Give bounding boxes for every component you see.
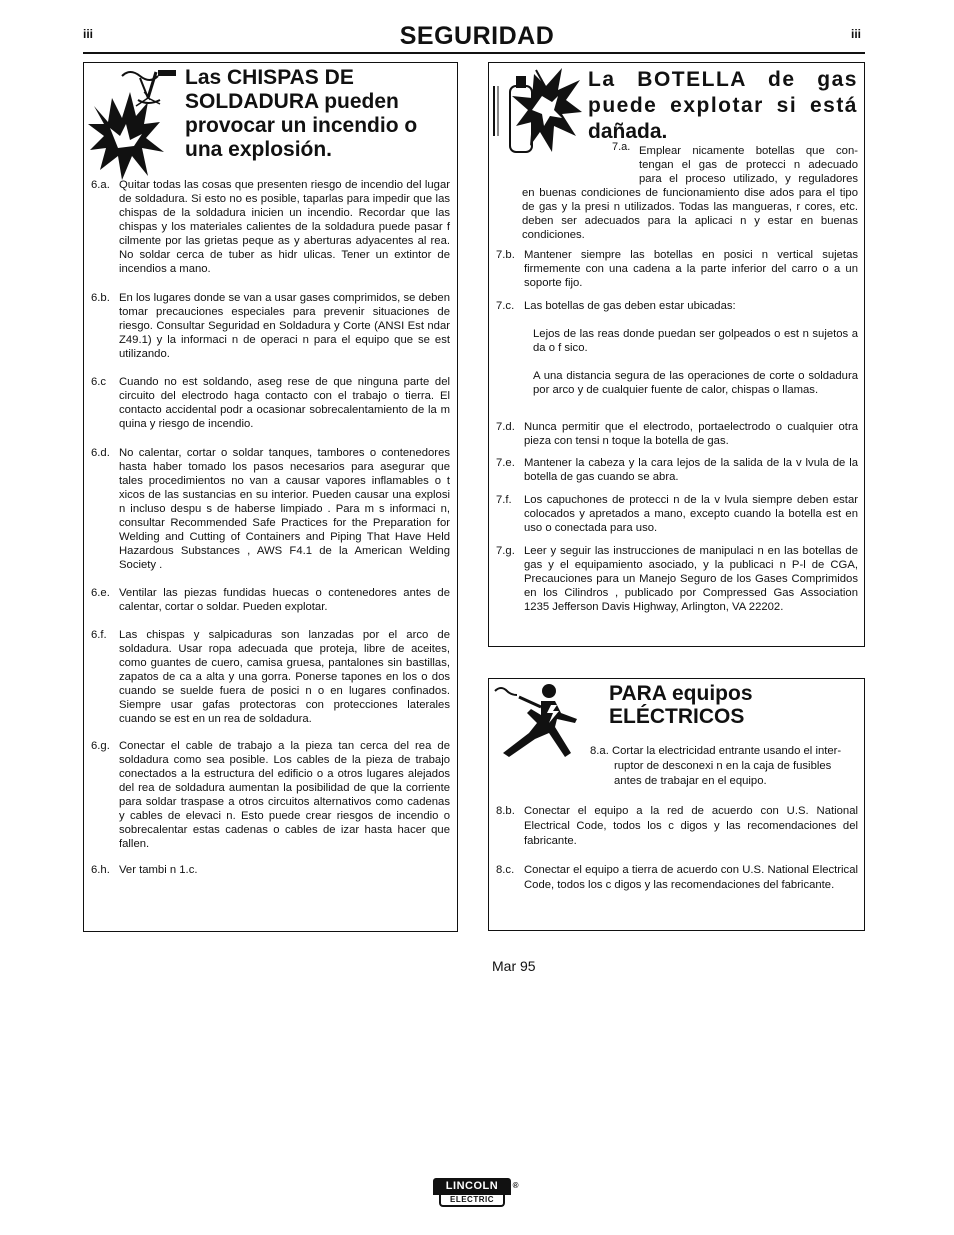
item-text: Conectar el equipo a tierra de acuerdo con U.S. National Electrical Code, todos los c digos y las recomendaciones del fabricante.: [524, 864, 858, 891]
page-title: SEGURIDAD: [399, 22, 555, 50]
electrical-item-8a: [590, 744, 858, 789]
electrical-item-8c: [496, 863, 858, 893]
item-number: 6.d.: [91, 447, 110, 459]
item-number: 8.c.: [496, 864, 515, 876]
item-text: Las botellas de gas deben estar ubicadas:: [524, 300, 736, 312]
item-text: No calentar, cortar o soldar tanques, tambores o contenedores hasta haber tomado los pasos necesarios para asegurar que tales procedimientos no van a causar vapores inflamables o t xicos de las sustancias en su interior. Pueden causar una explosi n incluso despu s de haberse limpiado . Para m s informaci n, consultar Recommended Safe Practices for the Preparation for Welding and Cutting of Containers and Piping That Have Held Hazardous Substances , AWS F4.1 de la American Welding Society .: [119, 447, 450, 571]
item-number: 8.a.: [590, 745, 609, 757]
item-text: Cuando no est soldando, aseg rese de que ninguna parte del circuito del electrodo haga contacto con el trabajo o tierra. El contacto accidental podr a ocasionar sobrecalentamiento de la m quina y riesgo de incendio.: [119, 376, 450, 430]
item-text: Conectar el equipo a la red de acuerdo con U.S. National Electrical Code, todos los c digos y las recomendaciones del fabricante.: [524, 805, 858, 847]
item-text: Leer y seguir las instrucciones de manipulaci n en las botellas de gas y el equipamiento asociado, y la publicaci n P-l de CGA, Precauciones para un Manejo Seguro de los Gases Comprimidos en los Cilindros , publicado por Compressed Gas Association 1235 Jefferson Davis Highway, Arlington, VA 22202.: [524, 545, 858, 613]
electric-shock-icon: [493, 683, 589, 769]
item-text: En los lugares donde se van a usar gases comprimidos, se deben tomar precauciones especiales para prevenir situaciones de riesgo. Consultar Seguridad en Soldadura y Corte (ANSI Est ndar Z49.1) y la informaci n de operaci n para el equipo que se est utilizando.: [119, 292, 450, 360]
item-number: 7.c.: [496, 300, 515, 312]
revision-date: Mar 95: [492, 958, 536, 974]
item-number: 6.b.: [91, 292, 110, 304]
item-text: Quitar todas las cosas que presenten riesgo de incendio del lugar de soldadura. Si esto no es posible, taparlas para impedir que las chispas de la soldadura inicien un incendio. Recordar que las chispas y los materiales calientes de la soldadura puede pasar f cilmente por las grietas peque as y aberturas adyacentes al rea. No soldar cerca de tuber as hidr ulicas. Tener un extintor de incendios a mano.: [119, 179, 450, 275]
cylinder-item-7d: [496, 420, 858, 448]
item-text-line: para el proceso utilizado, y reguladores: [639, 173, 858, 185]
logo-text-lincoln: LINCOLN: [445, 1180, 499, 1192]
explosion-spark-icon: [88, 66, 180, 181]
logo-text-electric: ELECTRIC: [439, 1195, 505, 1207]
item-text: Mantener la cabeza y la cara lejos de la salida de la v lvula de la botella de gas cuando se abra.: [524, 457, 858, 483]
fire-heading-line: SOLDADURA pueden: [185, 90, 399, 113]
item-text: Cortar la electricidad entrante usando el inter-: [611, 745, 842, 757]
item-number: 8.b.: [496, 805, 515, 817]
item-number: 6.c: [91, 376, 107, 388]
item-number: 7.f.: [496, 494, 512, 506]
fire-heading-line: provocar un incendio o: [185, 114, 418, 137]
item-number: 6.e.: [91, 587, 110, 599]
item-number: 7.e.: [496, 457, 515, 469]
item-text-line: antes de trabajar en el equipo.: [614, 775, 767, 787]
title-rule: [83, 52, 865, 54]
item-number: 6.g.: [91, 740, 110, 752]
fire-heading-line: una explosión.: [185, 138, 333, 161]
fire-item-6d: [91, 446, 450, 572]
item-number: 7.b.: [496, 249, 515, 261]
item-text: Las chispas y salpicaduras son lanzadas por el arco de soldadura. Usar ropa adecuada que proteja, libre de aceites, como guantes de cuero, camisa gruesa, pantalones sin bastillas, zapatos de ca a alta y una gorra. Ponerse tapones en los o dos cuando se suelde fuera de posici n o en lugares confinados. Siempre usar gafas protectoras con protecciones laterales cuando se est en un rea de soldadura.: [119, 629, 450, 725]
item-text-line: Emplear nicamente botellas que con-: [639, 145, 858, 157]
fire-item-6e: [91, 586, 450, 614]
registered-mark: ®: [512, 1181, 519, 1190]
electrical-heading-line: ELÉCTRICOS: [609, 705, 745, 728]
cylinder-item-7f: [496, 493, 858, 535]
item-text: Lejos de las reas donde puedan ser golpeados o est n sujetos a da o f sico.: [533, 328, 858, 354]
cylinder-item-7g: [496, 544, 858, 614]
electrical-item-8b: [496, 804, 858, 849]
fire-item-6c: [91, 375, 450, 431]
fire-heading: [185, 66, 455, 162]
fire-item-6g: [91, 739, 450, 851]
cylinder-heading-line: puede explotar si está: [588, 94, 858, 117]
cylinder-item-7e: [496, 456, 858, 484]
exploding-cylinder-icon: [492, 66, 582, 158]
cylinder-heading-line: dañada.: [588, 120, 668, 143]
cylinder-item-7a-lead: [639, 144, 858, 186]
fire-heading-line: Las CHISPAS DE: [185, 66, 354, 89]
fire-item-6a: [91, 178, 450, 276]
cylinder-item-7a-rest: en buenas condiciones de funcionamiento dise ados para el tipo de gas y la presi n utilizados. Todas las mangueras, r cores, etc. deben ser adecuados para la aplicaci n y estar en buenas condiciones.: [522, 187, 858, 241]
item-text: Ver tambi n 1.c.: [119, 864, 198, 876]
item-number: 7.g.: [496, 545, 515, 557]
lincoln-electric-logo: [433, 1178, 519, 1207]
item-text: A una distancia segura de las operaciones de corte o soldadura por arco y de cualquier fuente de calor, chispas o llamas.: [533, 370, 858, 396]
item-text: Mantener siempre las botellas en posici n vertical sujetas firmemente con una cadena a la parte inferior del carro o a un soporte fijo.: [524, 249, 858, 289]
fire-hazard-box: [83, 62, 458, 932]
cylinder-hazard-box: [488, 62, 865, 647]
item-number: 6.h.: [91, 864, 110, 876]
item-text: Ventilar las piezas fundidas huecas o contenedores antes de calentar, cortar o soldar. Pueden explotar.: [119, 587, 450, 613]
fire-item-6b: [91, 291, 450, 361]
item-text-line: ruptor de desconexi n en la caja de fusibles: [614, 760, 832, 772]
page-number-left: iii: [83, 27, 94, 41]
item-text-line: [590, 744, 858, 759]
cylinder-item-7c-bullet: [533, 369, 858, 397]
page-number-right: iii: [851, 27, 862, 41]
item-number: 7.a.: [612, 141, 631, 153]
cylinder-item-7c: [496, 299, 858, 313]
cylinder-heading: [588, 67, 858, 145]
electrical-hazard-box: [488, 678, 865, 931]
item-number: 7.d.: [496, 421, 515, 433]
item-text-line: tengan el gas de protecci n adecuado: [639, 159, 858, 171]
item-text: Conectar el cable de trabajo a la pieza tan cerca del rea de soldadura como sea posible. Los cables de la pieza de trabajo conectados a la estructura del edificio o a otros lugares alejados del rea de soldadura aumentan la posibilidad de que la corriente para soldar traspase a otros circuitos alternativos como cadenas y cables de elevaci n. Esto puede crear riesgos de incendio o sobrecalentar estas cadenas o cables de izar hasta hacer que fallen.: [119, 740, 450, 850]
item-number: 6.a.: [91, 179, 110, 191]
item-text: Los capuchones de protecci n de la v lvula siempre deben estar colocados y apretados a mano, excepto cuando la botella est en uso o conectada para uso.: [524, 494, 858, 534]
fire-item-6f: [91, 628, 450, 726]
cylinder-item-7c-bullet: [533, 327, 858, 355]
fire-item-6h: [91, 863, 450, 877]
electrical-heading: [609, 682, 859, 728]
cylinder-item-7b: [496, 248, 858, 290]
cylinder-heading-line: La BOTELLA de gas: [588, 68, 858, 91]
item-number: 6.f.: [91, 629, 107, 641]
electrical-heading-line: PARA equipos: [609, 682, 753, 705]
item-text: Nunca permitir que el electrodo, portaelectrodo o cualquier otra pieza con tensi n toque la botella de gas.: [524, 421, 858, 447]
